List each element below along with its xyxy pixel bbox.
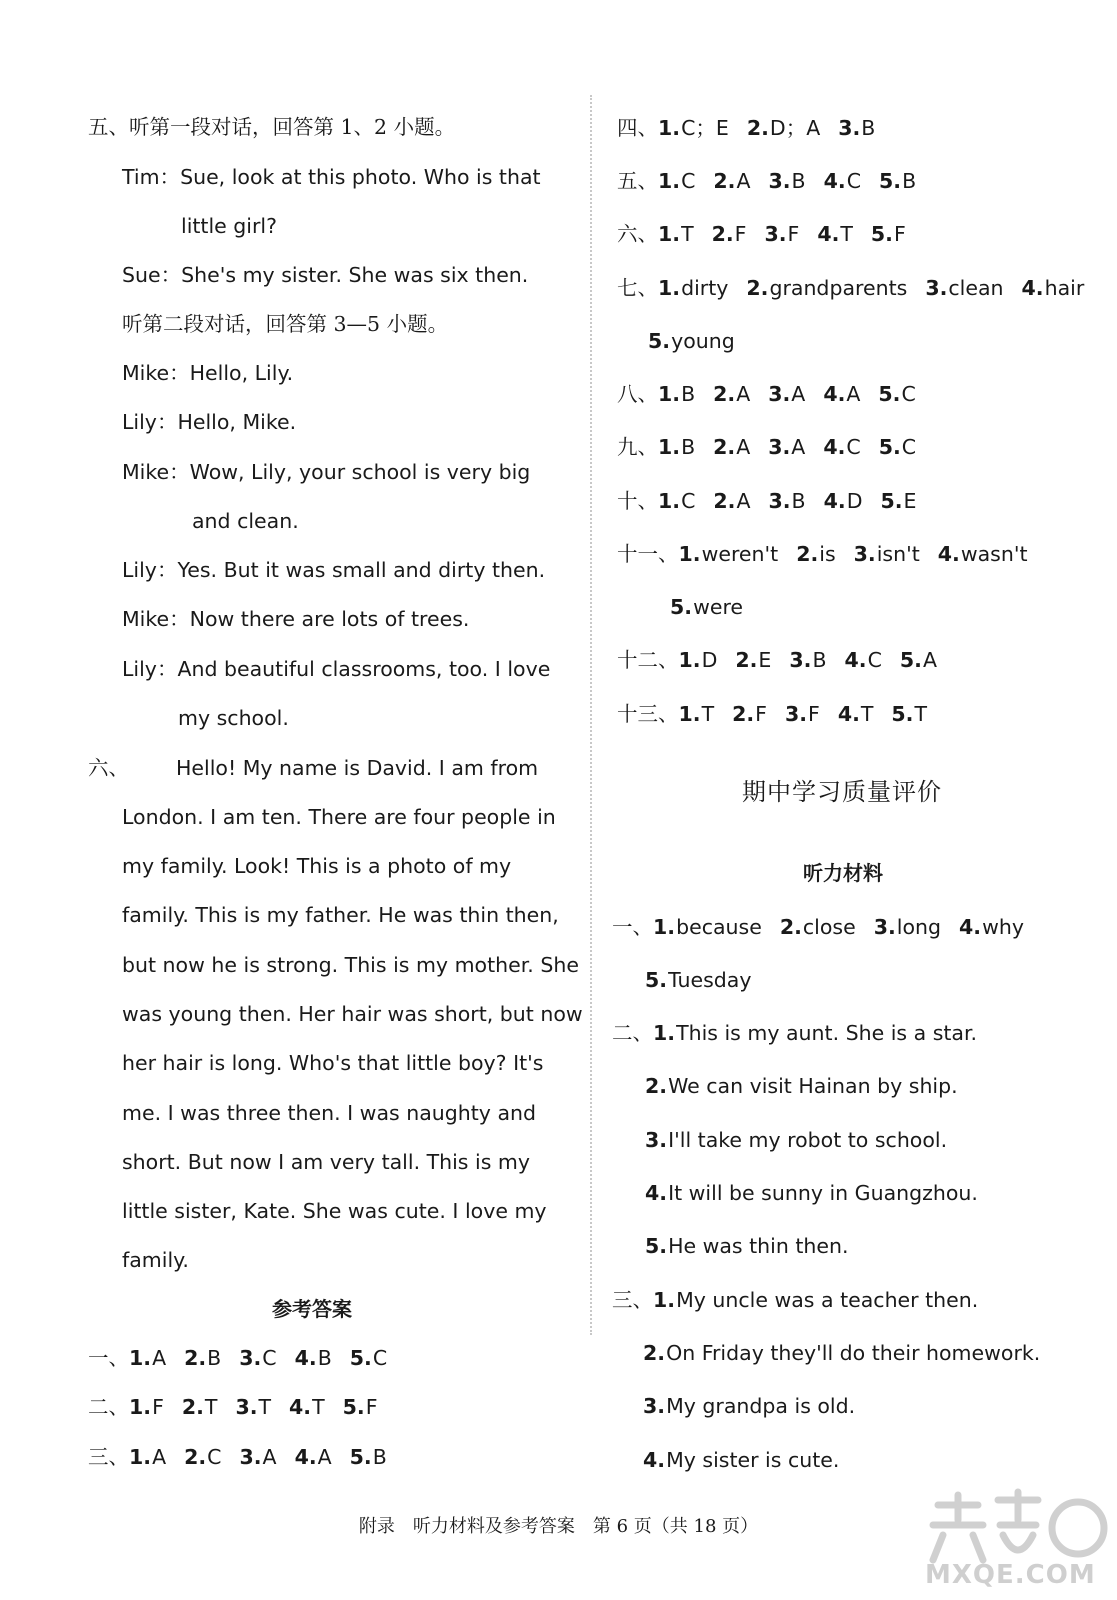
listening-row: 4.My sister is cute. <box>643 1448 840 1472</box>
passage-line: my family. Look! This is a photo of my <box>122 854 512 878</box>
midterm-section-title: 期中学习质量评价 <box>742 778 942 806</box>
passage-line: me. I was three then. I was naughty and <box>122 1101 537 1125</box>
answer-row: 七、1.dirty 2.grandparents 3.clean 4.hair <box>617 276 1085 300</box>
listening-row: 一、1.because 2.close 3.long 4.why <box>612 915 1024 939</box>
answer-row: 二、1.F 2.T 3.T 4.T 5.F <box>88 1395 378 1419</box>
passage-line: family. <box>122 1248 189 1272</box>
answer-row: 十一、1.weren't 2.is 3.isn't 4.wasn't <box>617 542 1028 566</box>
passage-line: London. I am ten. There are four people in <box>122 805 556 829</box>
answer-row: 5.were <box>670 595 744 619</box>
section-5-header: 五、听第一段对话，回答第 1、2 小题。 <box>88 115 456 139</box>
listening-materials-title: 听力材料 <box>803 861 883 885</box>
listening-row: 4.It will be sunny in Guangzhou. <box>645 1181 978 1205</box>
passage-line: little sister, Kate. She was cute. I love my <box>122 1199 547 1223</box>
answer-row: 十二、1.D 2.E 3.B 4.C 5.A <box>617 648 937 672</box>
passage-line: her hair is long. Who's that little boy? It's <box>122 1051 544 1075</box>
listening-row: 2.On Friday they'll do their homework. <box>643 1341 1041 1365</box>
answer-row: 三、1.A 2.C 3.A 4.A 5.B <box>88 1445 387 1469</box>
answer-row: 一、1.A 2.B 3.C 4.B 5.C <box>88 1346 388 1370</box>
listening-row: 2.We can visit Hainan by ship. <box>645 1074 958 1098</box>
listening-row: 三、1.My uncle was a teacher then. <box>612 1288 979 1312</box>
answer-row: 五、1.C 2.A 3.B 4.C 5.B <box>617 169 917 193</box>
dialog-line: my school. <box>178 706 289 730</box>
listening-row: 3.I'll take my robot to school. <box>645 1128 948 1152</box>
passage-line: was young then. Her hair was short, but now <box>122 1002 583 1026</box>
passage-line: short. But now I am very tall. This is my <box>122 1150 530 1174</box>
dialog-line: Lily：Hello, Mike. <box>122 410 297 434</box>
listening-row: 5.He was thin then. <box>645 1234 849 1258</box>
reference-answers-title: 参考答案 <box>272 1297 352 1321</box>
section-5-sub-header: 听第二段对话，回答第 3—5 小题。 <box>122 312 449 336</box>
answer-row: 六、1.T 2.F 3.F 4.T 5.F <box>617 222 906 246</box>
answer-row: 八、1.B 2.A 3.A 4.A 5.C <box>617 382 916 406</box>
answer-row: 5.young <box>648 329 735 353</box>
dialog-line: Lily：Yes. But it was small and dirty then. <box>122 558 546 582</box>
dialog-line: and clean. <box>192 509 299 533</box>
dialog-line: Lily：And beautiful classrooms, too. I love <box>122 657 551 681</box>
passage-line: family. This is my father. He was thin then, <box>122 903 559 927</box>
answer-row: 十、1.C 2.A 3.B 4.D 5.E <box>617 489 917 513</box>
dialog-line: Mike：Now there are lots of trees. <box>122 607 470 631</box>
dialog-line: Mike：Hello, Lily. <box>122 361 294 385</box>
passage-line: Hello! My name is David. I am from <box>176 756 539 780</box>
dialog-line: Mike：Wow, Lily, your school is very big <box>122 460 531 484</box>
answer-row: 九、1.B 2.A 3.A 4.C 5.C <box>617 435 917 459</box>
dialog-line: Tim：Sue, look at this photo. Who is that <box>122 165 541 189</box>
passage-line: but now he is strong. This is my mother. She <box>122 953 579 977</box>
listening-row: 二、1.This is my aunt. She is a star. <box>612 1021 978 1045</box>
watermark-text: MXQE.COM <box>925 1560 1096 1590</box>
answer-row: 十三、1.T 2.F 3.F 4.T 5.T <box>617 702 927 726</box>
page-footer: 附录 听力材料及参考答案 第 6 页（共 18 页） <box>358 1516 759 1537</box>
answer-row: 四、1.C；E 2.D；A 3.B <box>617 116 876 140</box>
listening-row: 5.Tuesday <box>645 968 752 992</box>
column-divider <box>590 95 592 1335</box>
dialog-line: little girl? <box>181 214 278 238</box>
listening-row: 3.My grandpa is old. <box>643 1394 856 1418</box>
section-6-label: 六、 <box>88 756 129 780</box>
dialog-line: Sue：She's my sister. She was six then. <box>122 263 529 287</box>
